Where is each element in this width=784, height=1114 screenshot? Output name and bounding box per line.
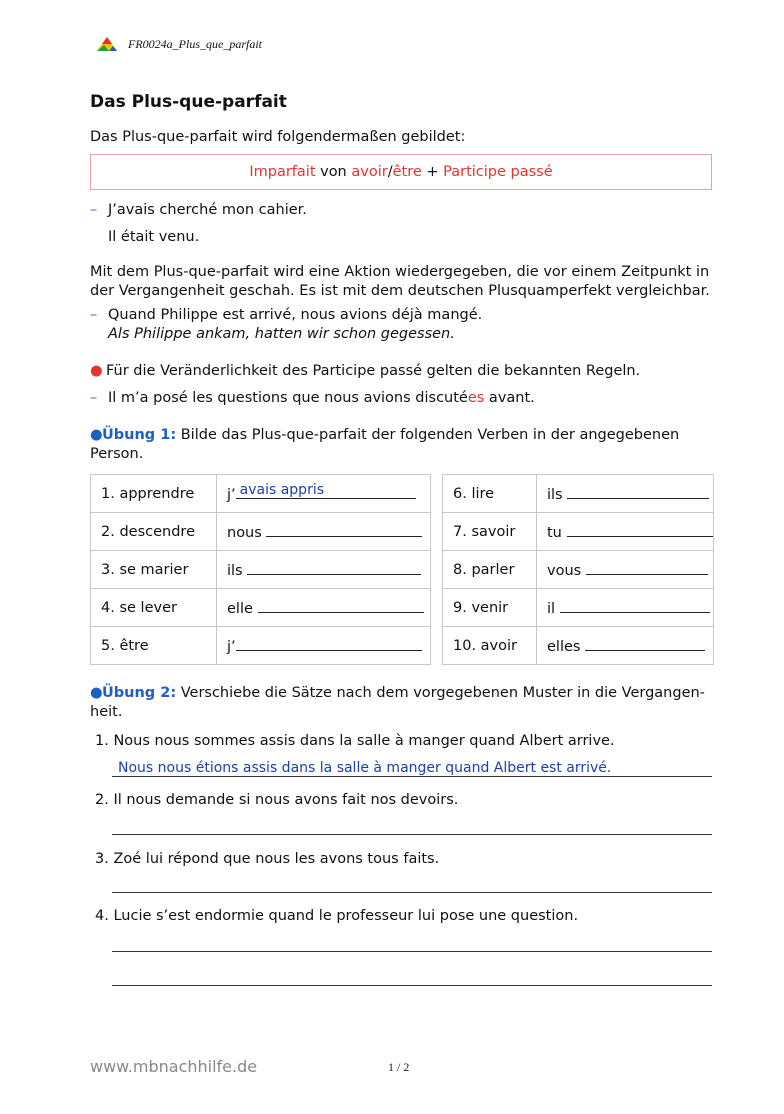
exercise-2-instruction: Verschiebe die Sätze nach dem vorgegebenen Muster in die Vergangen-	[176, 685, 705, 701]
formula-imparfait: Imparfait	[249, 164, 316, 180]
subject: j’	[227, 487, 236, 503]
item-sentence: Nous nous sommes assis dans la salle à manger quand Albert arrive.	[113, 733, 615, 749]
answer-cell[interactable]	[537, 513, 714, 551]
mountain-logo-icon	[96, 36, 118, 52]
answer-cell[interactable]	[217, 513, 431, 551]
example-dash: –	[90, 390, 98, 406]
subject: nous	[227, 525, 262, 541]
exercise-2-item-2	[95, 791, 458, 810]
verb-cell	[443, 551, 537, 589]
example-3-after: avant.	[484, 390, 535, 406]
verb-cell	[443, 627, 537, 665]
table-row	[91, 627, 431, 665]
exercise-2-instruction-cont: heit.	[90, 704, 123, 720]
table-row	[443, 475, 714, 513]
answer-cell[interactable]	[537, 551, 714, 589]
answer-line[interactable]	[567, 522, 713, 537]
table-row	[91, 589, 431, 627]
exercise-2-label: Übung 2:	[102, 685, 177, 701]
verb-cell	[443, 589, 537, 627]
answer-line[interactable]	[112, 951, 712, 952]
verb: parler	[471, 561, 515, 578]
answer-line[interactable]	[112, 834, 712, 835]
item-number: 10.	[453, 637, 477, 654]
item-number: 3.	[101, 561, 115, 578]
example-1-line-1: J’avais cherché mon cahier.	[108, 202, 307, 218]
example-1	[90, 201, 307, 247]
exercise-1-instruction: Bilde das Plus-que-parfait der folgenden Verben in der angegebenen	[176, 427, 680, 443]
answer-cell[interactable]	[537, 589, 714, 627]
verb: venir	[471, 599, 509, 616]
subject: tu	[547, 525, 562, 541]
item-sentence: Zoé lui répond que nous les avons tous faits.	[113, 851, 440, 867]
document-code: FR0024a_Plus_que_parfait	[128, 36, 262, 51]
verb: savoir	[471, 523, 516, 540]
table-row	[443, 589, 714, 627]
verb-cell	[443, 513, 537, 551]
item-number: 9.	[453, 599, 467, 616]
formula-participe: Participe passé	[443, 164, 553, 180]
bullet-icon: ●	[90, 427, 103, 443]
answer-cell[interactable]	[217, 627, 431, 665]
item-number: 1.	[101, 485, 115, 502]
item-number: 4.	[101, 599, 115, 616]
agreement-ending: es	[467, 390, 485, 406]
page-number: 1 / 2	[388, 1060, 410, 1074]
answer-cell[interactable]	[217, 475, 431, 513]
table-row	[91, 551, 431, 589]
exercise-2-item-1	[95, 732, 615, 751]
item-number: 2.	[95, 792, 109, 808]
explanation-line-1: Mit dem Plus-que-parfait wird eine Aktion wiedergegeben, die vor einem Zeitpunkt in	[90, 264, 710, 280]
verb: se lever	[119, 599, 177, 616]
rule-text: Für die Veränderlichkeit des Participe passé gelten die bekannten Regeln.	[106, 363, 641, 379]
explanation-paragraph	[90, 263, 720, 301]
example-dash: –	[90, 307, 98, 323]
answer-line[interactable]	[236, 636, 422, 651]
item-sentence: Lucie s’est endormie quand le professeur lui pose une question.	[113, 908, 579, 924]
exercise-1-label: Übung 1:	[102, 427, 177, 443]
table-row	[443, 627, 714, 665]
example-dash: –	[90, 202, 98, 218]
handwritten-answer: Nous nous étions assis dans la salle à manger quand Albert est arrivé.	[118, 760, 612, 776]
item-sentence: Il nous demande si nous avons fait nos devoirs.	[113, 792, 459, 808]
exercise-1-table-left	[90, 474, 431, 665]
answer-line[interactable]	[560, 598, 710, 613]
page-title: Das Plus-que-parfait	[90, 92, 287, 112]
example-2-french: Quand Philippe est arrivé, nous avions déjà mangé.	[108, 307, 483, 323]
subject: il	[547, 601, 556, 617]
answer-cell[interactable]	[217, 589, 431, 627]
answer-line[interactable]	[567, 484, 709, 499]
formula-avoir: avoir	[351, 164, 388, 180]
exercise-2-instructions	[90, 684, 716, 722]
item-number: 8.	[453, 561, 467, 578]
answer-line[interactable]	[258, 598, 424, 613]
item-number: 2.	[101, 523, 115, 540]
item-number: 1.	[95, 733, 109, 749]
answer-line[interactable]	[112, 985, 712, 986]
verb-cell	[443, 475, 537, 513]
bullet-icon: ●	[90, 363, 103, 379]
subject: ils	[547, 487, 563, 503]
verb: apprendre	[119, 485, 195, 502]
formula-plus: +	[421, 164, 444, 180]
example-1-line-2: Il était venu.	[108, 229, 200, 245]
answer-line[interactable]	[247, 560, 421, 575]
subject: elles	[547, 639, 581, 655]
exercise-2-item-4	[95, 907, 578, 926]
item-number: 6.	[453, 485, 467, 502]
exercise-2-item-3	[95, 850, 439, 869]
exercise-1-instructions	[90, 426, 716, 464]
example-3-text: Il m’a posé les questions que nous avions discuté	[108, 390, 468, 406]
answer-line[interactable]	[585, 636, 705, 651]
item-number: 7.	[453, 523, 467, 540]
table-row	[91, 475, 431, 513]
verb: avoir	[480, 637, 517, 654]
verb: se marier	[119, 561, 189, 578]
example-2	[90, 306, 482, 344]
table-row	[443, 513, 714, 551]
answer-line[interactable]	[266, 522, 422, 537]
footer-url: www.mbnachhilfe.de	[90, 1057, 258, 1076]
explanation-line-2: der Vergangenheit geschah. Es ist mit dem deutschen Plusquamperfekt vergleichbar.	[90, 283, 710, 299]
answer-line[interactable]	[586, 560, 708, 575]
formula-box	[90, 154, 712, 190]
answer-line[interactable]	[112, 892, 712, 893]
document-header	[96, 36, 262, 52]
exercise-1-instruction-cont: Person.	[90, 446, 144, 462]
verb-cell	[91, 627, 217, 665]
verb-cell	[91, 589, 217, 627]
answer-cell[interactable]	[537, 627, 714, 665]
subject: ils	[227, 563, 243, 579]
subject: j’	[227, 639, 236, 655]
bullet-icon: ●	[90, 685, 103, 701]
formula-slash: /	[387, 164, 393, 180]
verb: lire	[471, 485, 495, 502]
verb-cell	[91, 513, 217, 551]
answer-cell[interactable]	[217, 551, 431, 589]
exercise-1-table-right	[442, 474, 714, 665]
formula-etre: être	[392, 164, 422, 180]
item-number: 4.	[95, 908, 109, 924]
example-2-german: Als Philippe ankam, hatten wir schon gegessen.	[108, 326, 455, 342]
item-number: 3.	[95, 851, 109, 867]
verb-cell	[91, 551, 217, 589]
item-number: 5.	[101, 637, 115, 654]
answer-line[interactable]	[236, 484, 416, 499]
table-row	[443, 551, 714, 589]
example-3	[90, 389, 535, 408]
verb: être	[119, 637, 149, 654]
formula-von: von	[315, 164, 352, 180]
verb: descendre	[119, 523, 195, 540]
subject: vous	[547, 563, 582, 579]
handwritten-answer: avais appris	[239, 482, 325, 498]
table-row	[91, 513, 431, 551]
rule-line	[90, 362, 640, 381]
subject: elle	[227, 601, 253, 617]
answer-line[interactable]	[112, 776, 712, 777]
intro-text: Das Plus-que-parfait wird folgendermaßen gebildet:	[90, 129, 466, 145]
answer-cell[interactable]	[537, 475, 714, 513]
verb-cell	[91, 475, 217, 513]
